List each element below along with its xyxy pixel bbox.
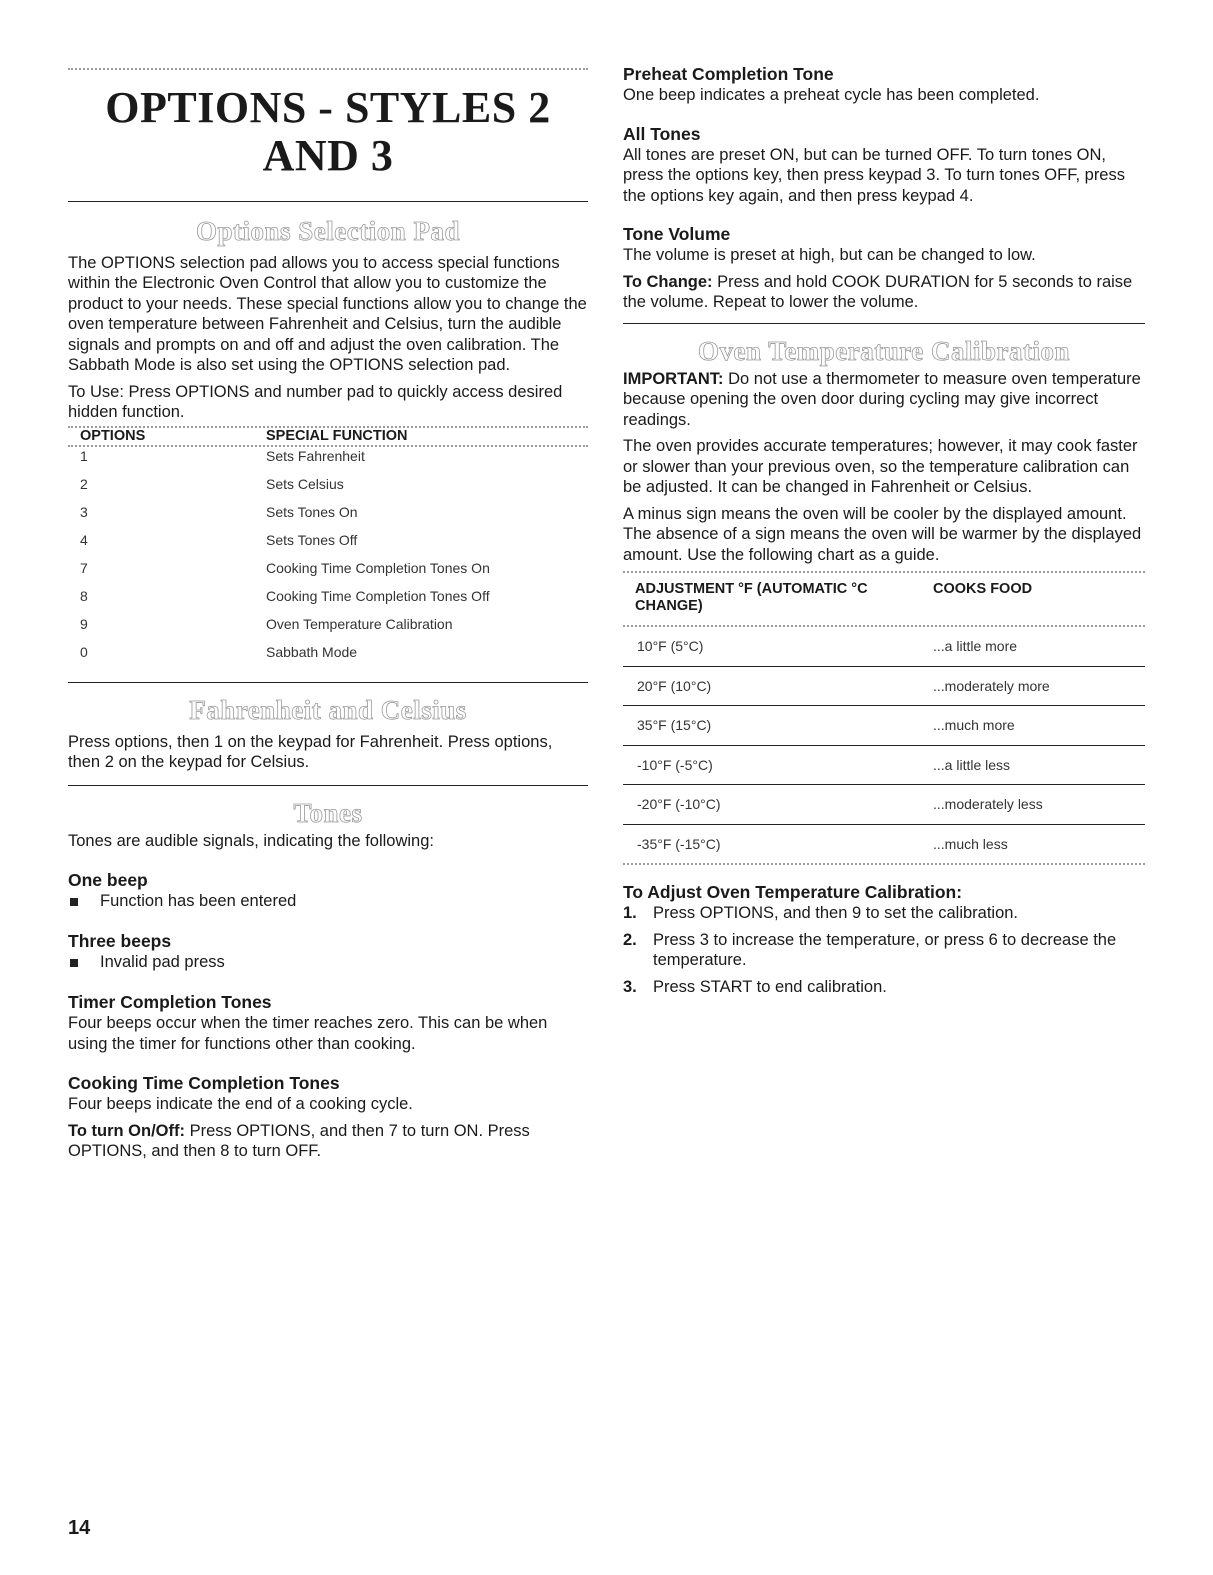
section-divider bbox=[68, 682, 588, 683]
adjustment-value: 20°F (10°C) bbox=[623, 666, 933, 706]
options-pad-intro: The OPTIONS selection pad allows you to access special functions within the Electronic Oven Control that allow you to customize the product to your needs. These special functions allow you to change the oven temperature between Fahrenheit and Celsius, turn the audible signals and prompts on and off and adjust the oven calibration. The Sabbath Mode is also set using the OPTIONS selection pad. bbox=[68, 253, 587, 375]
calibration-table-row bbox=[623, 666, 1145, 706]
top-dotted-rule bbox=[68, 68, 588, 70]
preheat-tone-title: Preheat Completion Tone bbox=[623, 64, 834, 84]
fahrenheit-celsius-text: Press options, then 1 on the keypad for Fahrenheit. Press options, then 2 on the keypad for Celsius. bbox=[68, 732, 553, 772]
step-number: 3. bbox=[623, 977, 637, 996]
option-function: Sets Fahrenheit bbox=[266, 447, 365, 464]
options-table bbox=[68, 428, 588, 666]
options-table-row bbox=[68, 498, 588, 526]
all-tones-text: All tones are preset ON, but can be turned OFF. To turn tones ON, press the options key, then press keypad 3. To turn tones OFF, press the options key again, and then press keypad 4. bbox=[623, 145, 1125, 205]
preheat-tone-text: One beep indicates a preheat cycle has been completed. bbox=[623, 86, 1040, 104]
section-divider bbox=[68, 785, 588, 786]
calibration-table-row bbox=[623, 706, 1145, 746]
adjustment-value: 35°F (15°C) bbox=[623, 706, 933, 746]
options-table-row bbox=[68, 554, 588, 582]
tones-heading: Tones bbox=[293, 797, 363, 828]
option-function: Sets Celsius bbox=[266, 475, 344, 492]
step-text: Press OPTIONS, and then 9 to set the calibration. bbox=[653, 904, 1019, 922]
cooks-food-value: ...much more bbox=[933, 706, 1145, 746]
calibration-paragraph-1: The oven provides accurate temperatures; however, it may cook faster or slower than your previous oven, so the temperature calibration can be adjusted. It can be changed in Fahrenheit or Celsius. bbox=[623, 437, 1138, 496]
option-number: 3 bbox=[80, 503, 88, 520]
option-function: Sabbath Mode bbox=[266, 643, 358, 660]
adjustment-column-header: ADJUSTMENT °F (AUTOMATIC °C CHANGE) bbox=[635, 581, 868, 614]
option-number: 9 bbox=[80, 615, 88, 632]
right-column bbox=[623, 0, 1145, 997]
calibration-table-row bbox=[623, 745, 1145, 785]
calibration-table bbox=[623, 581, 1145, 863]
step-number: 1. bbox=[623, 904, 637, 922]
adjustment-value: 10°F (5°C) bbox=[623, 627, 933, 666]
page-title: OPTIONS - STYLES 2 AND 3 bbox=[105, 83, 551, 181]
adjustment-value: -35°F (-15°C) bbox=[637, 835, 721, 852]
options-table-row bbox=[68, 448, 588, 470]
step-number: 2. bbox=[623, 930, 637, 949]
tones-intro: Tones are audible signals, indicating the following: bbox=[68, 831, 434, 850]
timer-completion-title: Timer Completion Tones bbox=[68, 992, 272, 1013]
options-table-row bbox=[68, 470, 588, 498]
option-number: 2 bbox=[80, 475, 88, 492]
important-text: Do not use a thermometer to measure oven temperature because opening the oven door during cycling may give incorrect readings. bbox=[623, 369, 1141, 429]
important-paragraph bbox=[623, 369, 1145, 431]
cooking-completion-title: Cooking Time Completion Tones bbox=[68, 1073, 340, 1094]
three-beeps-title: Three beeps bbox=[68, 931, 172, 952]
cooks-food-value: ...moderately more bbox=[933, 666, 1145, 706]
bullet-icon bbox=[70, 898, 78, 906]
options-table-row bbox=[68, 610, 588, 638]
option-function: Cooking Time Completion Tones On bbox=[266, 559, 490, 576]
cooks-food-value: ...a little more bbox=[933, 627, 1145, 666]
one-beep-title: One beep bbox=[68, 870, 148, 891]
options-table-header bbox=[68, 428, 588, 444]
options-table-row bbox=[68, 526, 588, 554]
to-change-paragraph bbox=[623, 272, 1145, 313]
option-function: Sets Tones On bbox=[266, 503, 358, 520]
to-change-text: Press and hold COOK DURATION for 5 seconds to raise the volume. Repeat to lower the volume. bbox=[623, 272, 1133, 311]
calibration-table-row bbox=[623, 824, 1145, 863]
cooks-food-value: ...a little less bbox=[933, 745, 1145, 785]
page-number: 14 bbox=[68, 1517, 91, 1539]
turn-on-off-text: Press OPTIONS, and then 7 to turn ON. Press OPTIONS, and then 8 to turn OFF. bbox=[68, 1121, 530, 1161]
three-beeps-item bbox=[68, 952, 588, 973]
left-column bbox=[68, 0, 588, 1162]
cooks-food-value: ...moderately less bbox=[933, 785, 1145, 825]
table-top-rule bbox=[623, 571, 1145, 573]
adjustment-value: -20°F (-10°C) bbox=[623, 785, 933, 825]
option-number: 1 bbox=[80, 447, 88, 464]
option-number: 7 bbox=[80, 559, 88, 576]
cooks-food-column-header: COOKS FOOD bbox=[933, 581, 1033, 597]
table-header-rule bbox=[68, 445, 588, 447]
tone-volume-title: Tone Volume bbox=[623, 224, 731, 244]
one-beep-text: Function has been entered bbox=[100, 892, 297, 911]
tone-volume-text: The volume is preset at high, but can be changed to low. bbox=[623, 246, 1036, 264]
option-number: 4 bbox=[80, 531, 88, 548]
one-beep-item bbox=[68, 891, 588, 912]
to-change-label: To Change: bbox=[623, 272, 713, 291]
calibration-table-row bbox=[623, 627, 1145, 666]
options-table-row bbox=[68, 582, 588, 610]
calibration-step bbox=[623, 903, 1145, 924]
options-table-row bbox=[68, 638, 588, 666]
step-text: Press START to end calibration. bbox=[653, 977, 887, 996]
special-function-column-header: SPECIAL FUNCTION bbox=[266, 427, 408, 444]
bullet-icon bbox=[70, 959, 78, 967]
option-number: 0 bbox=[80, 643, 88, 660]
timer-completion-text: Four beeps occur when the timer reaches zero. This can be when using the timer for functions other than cooking. bbox=[68, 1014, 548, 1053]
calibration-heading: Oven Temperature Calibration bbox=[697, 335, 1070, 366]
table-bottom-rule bbox=[623, 863, 1145, 865]
options-pad-to-use: To Use: Press OPTIONS and number pad to quickly access desired hidden function. bbox=[68, 382, 563, 422]
calibration-table-row bbox=[623, 785, 1145, 825]
turn-on-off-label: To turn On/Off: bbox=[68, 1121, 185, 1140]
calibration-paragraph-2: A minus sign means the oven will be cooler by the displayed amount. The absence of a sign means the oven will be warmer by the displayed amount. Use the following chart as a guide. bbox=[623, 504, 1142, 564]
fahrenheit-celsius-heading: Fahrenheit and Celsius bbox=[189, 694, 467, 725]
options-pad-heading: Options Selection Pad bbox=[195, 215, 461, 246]
option-function: Cooking Time Completion Tones Off bbox=[266, 587, 490, 604]
cooking-completion-text: Four beeps indicate the end of a cooking cycle. bbox=[68, 1095, 413, 1114]
cooks-food-value: ...much less bbox=[933, 835, 1008, 852]
section-divider bbox=[623, 323, 1145, 324]
option-function: Oven Temperature Calibration bbox=[266, 615, 453, 632]
option-number: 8 bbox=[80, 587, 88, 604]
adjust-calibration-title: To Adjust Oven Temperature Calibration: bbox=[623, 882, 963, 902]
calibration-step bbox=[623, 930, 1145, 971]
all-tones-title: All Tones bbox=[623, 123, 701, 144]
step-text: Press 3 to increase the temperature, or press 6 to decrease the temperature. bbox=[653, 930, 1117, 969]
section-divider bbox=[68, 201, 588, 202]
option-function: Sets Tones Off bbox=[266, 531, 358, 548]
calibration-step bbox=[623, 977, 1145, 998]
adjustment-value: -10°F (-5°C) bbox=[623, 745, 933, 785]
options-column-header: OPTIONS bbox=[80, 427, 146, 444]
important-label: IMPORTANT: bbox=[623, 369, 724, 388]
turn-on-off-paragraph bbox=[68, 1121, 588, 1162]
three-beeps-text: Invalid pad press bbox=[100, 953, 225, 972]
calibration-table-header bbox=[623, 581, 1145, 615]
